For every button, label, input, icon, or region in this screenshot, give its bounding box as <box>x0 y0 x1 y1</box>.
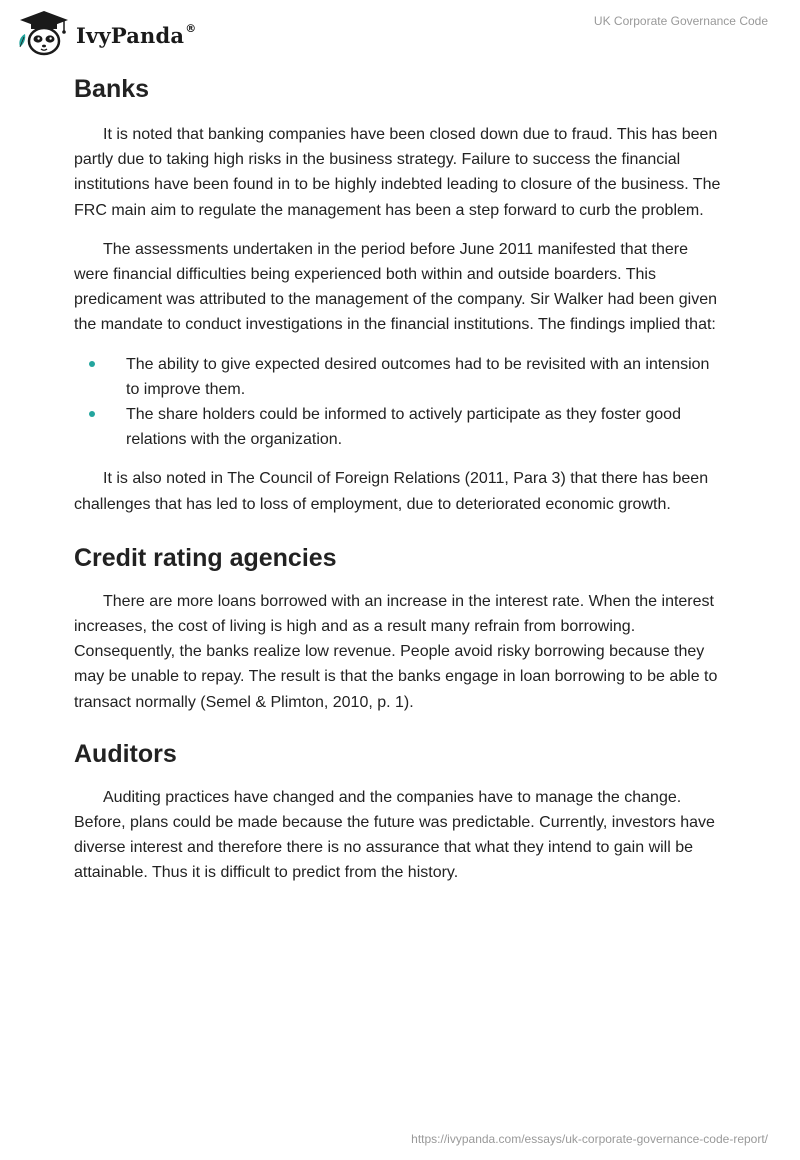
heading-banks: Banks <box>74 75 150 103</box>
list-item: The ability to give expected desired outcomes had to be revisited with an intension to improve them. <box>74 352 722 402</box>
document-title: UK Corporate Governance Code <box>593 14 768 28</box>
paragraph: It is noted that banking companies have been closed down due to fraud. This has been partly due to taking high risks in the business strategy. Failure to success the financial institutions have been found in to be highly indebted leading to closure of the business. The FRC main aim to regulate the management has been a step forward to curb the problem. <box>74 126 721 219</box>
paragraph: Auditing practices have changed and the companies have to manage the change. Before, plans could be made because the future was predictable. Currently, investors have diverse interest and therefore there is no assurance that what they intend to gain will be attainable. Thus it is difficult to predict from the history. <box>74 788 715 882</box>
page-header <box>0 0 800 60</box>
heading-credit-rating-agencies: Credit rating agencies <box>74 543 337 572</box>
bullet-dot-icon <box>89 361 95 367</box>
paragraph: It is also noted in The Council of Foreign Relations (2011, Para 3) that there has been challenges that has led to loss of employment, due to deteriorated economic growth. <box>74 470 709 513</box>
bullet-dot-icon <box>89 411 95 417</box>
ivypanda-logo[interactable] <box>16 9 196 57</box>
findings-list <box>74 352 722 453</box>
paragraph: The assessments undertaken in the period before June 2011 manifested that there were financial difficulties being experienced both within and outside boarders. This predicament was attributed to the management of the company. Sir Walker had been given the mandate to conduct investigations in the financial institutions. The findings implied that: <box>74 240 718 334</box>
article-body <box>74 72 722 900</box>
paragraph: There are more loans borrowed with an increase in the interest rate. When the interest increases, the cost of living is high and as a result many refrain from borrowing. Consequently, the banks realize low revenue. People avoid risky borrowing because they may be unable to repay. The result is that the banks engage in loan borrowing to be able to transact normally (Semel & Plimton, 2010, p. 1). <box>74 592 718 711</box>
heading-auditors: Auditors <box>74 739 177 768</box>
logo-wordmark: IvyPanda® <box>76 22 197 48</box>
panda-graduate-icon <box>16 9 72 57</box>
list-item: The share holders could be informed to actively participate as they foster good relations with the organization. <box>74 402 722 452</box>
source-url-link[interactable]: https://ivypanda.com/essays/uk-corporate-governance-code-report/ <box>411 1132 768 1146</box>
